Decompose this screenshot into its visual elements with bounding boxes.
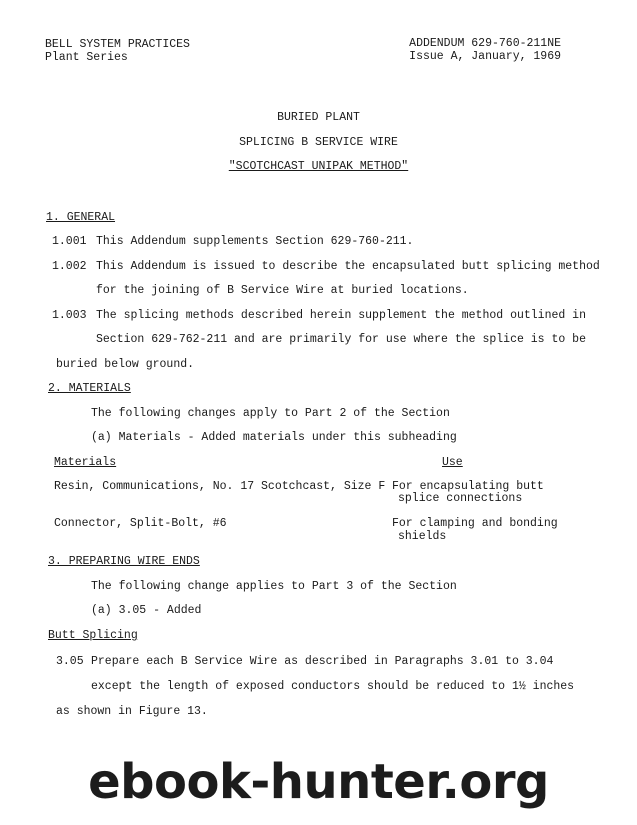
paragraph-text: for the joining of B Service Wire at buried locations. <box>96 284 469 297</box>
section-heading-materials: 2. MATERIALS <box>48 382 131 395</box>
paragraph-number: 1.003 <box>52 309 87 322</box>
material-use: splice connections <box>398 492 523 505</box>
subheading-butt-splicing: Butt Splicing <box>48 629 138 642</box>
paragraph-text: as shown in Figure 13. <box>56 705 208 718</box>
material-use: For encapsulating butt <box>392 480 544 493</box>
subitem: (a) 3.05 - Added <box>91 604 202 617</box>
header-series: Plant Series <box>45 51 128 64</box>
paragraph-number: 1.001 <box>52 235 87 248</box>
header-publication: BELL SYSTEM PRACTICES <box>45 38 190 51</box>
paragraph-text: Section 629-762-211 and are primarily for use where the splice is to be <box>96 333 586 346</box>
subitem: (a) Materials - Added materials under this subheading <box>91 431 457 444</box>
paragraph-number: 3.05 <box>56 655 84 668</box>
material-name: Connector, Split-Bolt, #6 <box>54 517 227 530</box>
header-addendum-number: ADDENDUM 629-760-211NE <box>409 37 561 50</box>
section-intro: The following changes apply to Part 2 of the Section <box>91 407 450 420</box>
title-buried-plant: BURIED PLANT <box>277 111 360 124</box>
paragraph-text: buried below ground. <box>56 358 195 371</box>
column-header-use: Use <box>442 456 463 469</box>
section-heading-general: 1. GENERAL <box>46 211 116 224</box>
material-name: Resin, Communications, No. 17 Scotchcast, Size F <box>54 480 386 493</box>
header-issue-date: Issue A, January, 1969 <box>409 50 561 63</box>
column-header-materials: Materials <box>54 456 117 469</box>
material-use: shields <box>398 530 447 543</box>
title-method: "SCOTCHCAST UNIPAK METHOD" <box>228 160 409 173</box>
section-intro: The following change applies to Part 3 of the Section <box>91 580 457 593</box>
paragraph-number: 1.002 <box>52 260 87 273</box>
paragraph-text: This Addendum is issued to describe the encapsulated butt splicing method <box>96 260 600 273</box>
title-splicing: SPLICING B SERVICE WIRE <box>239 136 398 149</box>
section-heading-preparing: 3. PREPARING WIRE ENDS <box>48 555 200 568</box>
paragraph-text: except the length of exposed conductors should be reduced to 1½ inches <box>91 680 575 693</box>
material-use: For clamping and bonding <box>392 517 558 530</box>
paragraph-text: The splicing methods described herein supplement the method outlined in <box>96 309 586 322</box>
paragraph-text: This Addendum supplements Section 629-760-211. <box>96 235 414 248</box>
watermark: ebook-hunter.org <box>88 754 549 810</box>
paragraph-text: Prepare each B Service Wire as described in Paragraphs 3.01 to 3.04 <box>91 655 554 668</box>
